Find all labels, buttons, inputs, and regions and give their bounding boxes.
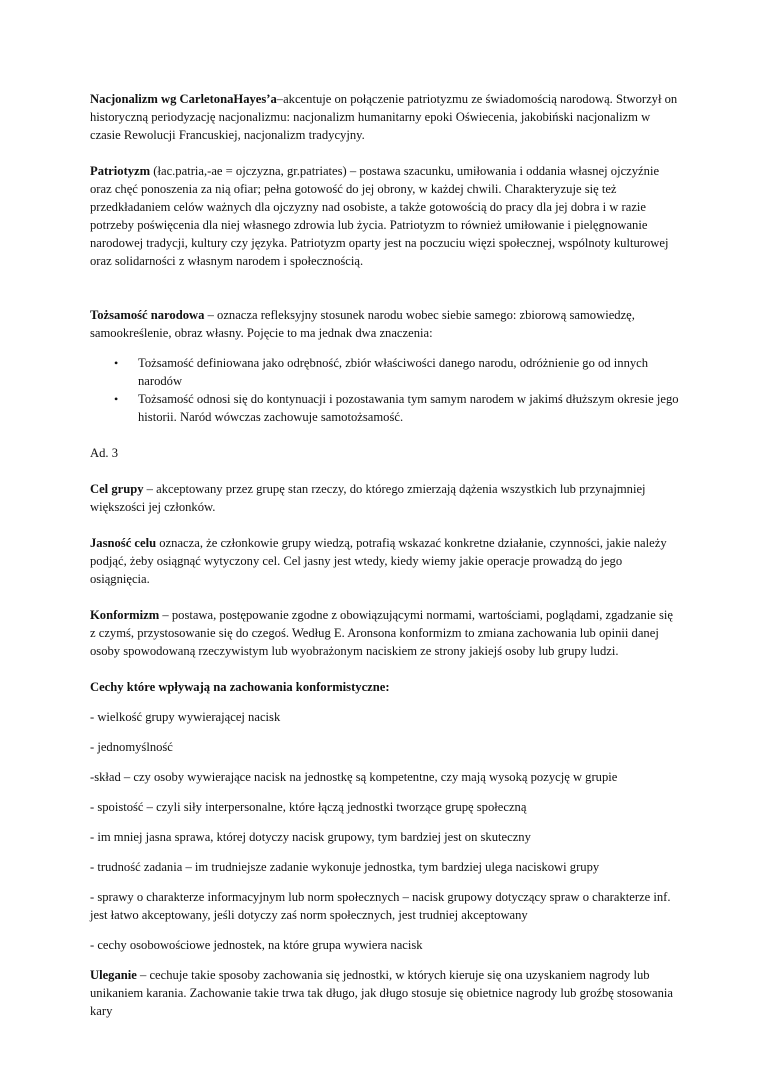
bullet-item: • Tożsamość odnosi się do kontynuacji i pozostawania tym samym narodem w jakimś dłuższym okresie jego historii. Naród wówczas zachowuje samotożsamość. xyxy=(90,390,680,426)
cechy-item: - trudność zadania – im trudniejsze zadanie wykonuje jednostka, tym bardziej ulega naciskowi grupy xyxy=(90,860,600,874)
text-cel-grupy: – akceptowany przez grupę stan rzeczy, do którego zmierzają dążenia wszystkich lub przynajmniej większości jej członków. xyxy=(90,482,646,514)
paragraph-jasnosc-celu xyxy=(90,534,680,588)
term-nacjonalizm: Nacjonalizm wg CarletonaHayes’a xyxy=(90,92,277,106)
term-uleganie: Uleganie xyxy=(90,968,137,982)
text-patriotyzm: (łac.patria,-ae = ojczyzna, gr.patriates) – postawa szacunku, umiłowania i oddania własnej ojczyźnie oraz chęć ponoszenia za nią ofiar; pełna gotowość do jej obrony, w każdej chwili. Charakteryzuje się też przedkładaniem celów ważnych dla ojczyzny nad osobiste, a także gotowością do pracy dla jej dobra i w razie potrzeby poświęcenia dla niej własnego zdrowia lub życia. Patriotyzm to również umiłowanie i pielęgnowanie narodowej tradycji, kultury czy języka. Patriotyzm oparty jest na poczuciu więzi społecznej, wspólnoty kulturowej oraz solidarności z własnym narodem i społecznością. xyxy=(90,164,669,268)
document-page xyxy=(90,90,680,1038)
term-cel-grupy: Cel grupy xyxy=(90,482,144,496)
paragraph-uleganie xyxy=(90,966,680,1020)
term-konformizm: Konformizm xyxy=(90,608,160,622)
cechy-item: - spoistość – czyli siły interpersonalne, które łączą jednostki tworzące grupę społeczną xyxy=(90,800,527,814)
cechy-item: - jednomyślność xyxy=(90,740,173,754)
text-jasnosc-celu: oznacza, że członkowie grupy wiedzą, potrafią wskazać konkretne działanie, czynności, jakie należy podjąć, żeby osiągnąć wytyczony cel. Cel jasny jest wtedy, kiedy wiemy jakie operacje prowadzą do jego osiągnięcia. xyxy=(90,536,667,586)
cechy-item: - wielkość grupy wywierającej nacisk xyxy=(90,710,281,724)
bullet-list xyxy=(90,354,680,426)
cechy-item: - cechy osobowościowe jednostek, na które grupa wywiera nacisk xyxy=(90,938,423,952)
cechy-heading xyxy=(90,678,680,696)
paragraph-tozsamosc xyxy=(90,306,680,342)
text-konformizm: – postawa, postępowanie zgodne z obowiązującymi normami, wartościami, poglądami, zgadzanie się z czymś, przystosowanie się do czegoś. Według E. Aronsona konformizm to zmiana zachowania lub opinii danej osoby spowodowaną rzeczywistym lub wyobrażonym naciskiem ze strony jakiejś osoby lub grupy ludzi. xyxy=(90,608,673,658)
bullet-item: • Tożsamość definiowana jako odrębność, zbiór właściwości danego narodu, odróżnienie go od innych narodów xyxy=(90,354,680,390)
cechy-item: -skład – czy osoby wywierające nacisk na jednostkę są kompetentne, czy mają wysoką pozycję w grupie xyxy=(90,770,618,784)
paragraph-patriotyzm xyxy=(90,162,680,270)
text-nacjonalizm: –akcentuje on połączenie patriotyzmu ze świadomością narodową. Stworzył on historyczną periodyzację nacjonalizmu: nacjonalizm humanitarny epoki Oświecenia, jakobiński nacjonalizm w czasie Rewolucji Francuskiej, nacjonalizm tradycyjny. xyxy=(90,92,678,142)
paragraph-konformizm xyxy=(90,606,680,660)
cechy-item: - sprawy o charakterze informacyjnym lub norm społecznych – nacisk grupowy dotyczący spraw o charakterze inf. jest łatwo akceptowany, jeśli dotyczy zaś norm społecznych, jest trudniej akceptowany xyxy=(90,890,671,922)
paragraph-cel-grupy xyxy=(90,480,680,516)
term-patriotyzm: Patriotyzm xyxy=(90,164,151,178)
term-tozsamosc: Tożsamość narodowa xyxy=(90,308,205,322)
paragraph-nacjonalizm xyxy=(90,90,680,144)
term-jasnosc-celu: Jasność celu xyxy=(90,536,157,550)
cechy-heading-text: Cechy które wpływają na zachowania konformistyczne: xyxy=(90,680,390,694)
text-uleganie: – cechuje takie sposoby zachowania się jednostki, w których kieruje się ona uzyskaniem nagrody lub unikaniem karania. Zachowanie takie trwa tak długo, jak długo stosuje się obietnice nagrody lub groźbę stosowania kary xyxy=(90,968,673,1018)
section-marker: Ad. 3 xyxy=(90,446,118,460)
text-tozsamosc: – oznacza refleksyjny stosunek narodu wobec siebie samego: zbiorową samowiedzę, samookreślenie, obraz własny. Pojęcie to ma jednak dwa znaczenia: xyxy=(90,308,635,340)
cechy-item: - im mniej jasna sprawa, której dotyczy nacisk grupowy, tym bardziej jest on skuteczny xyxy=(90,830,531,844)
